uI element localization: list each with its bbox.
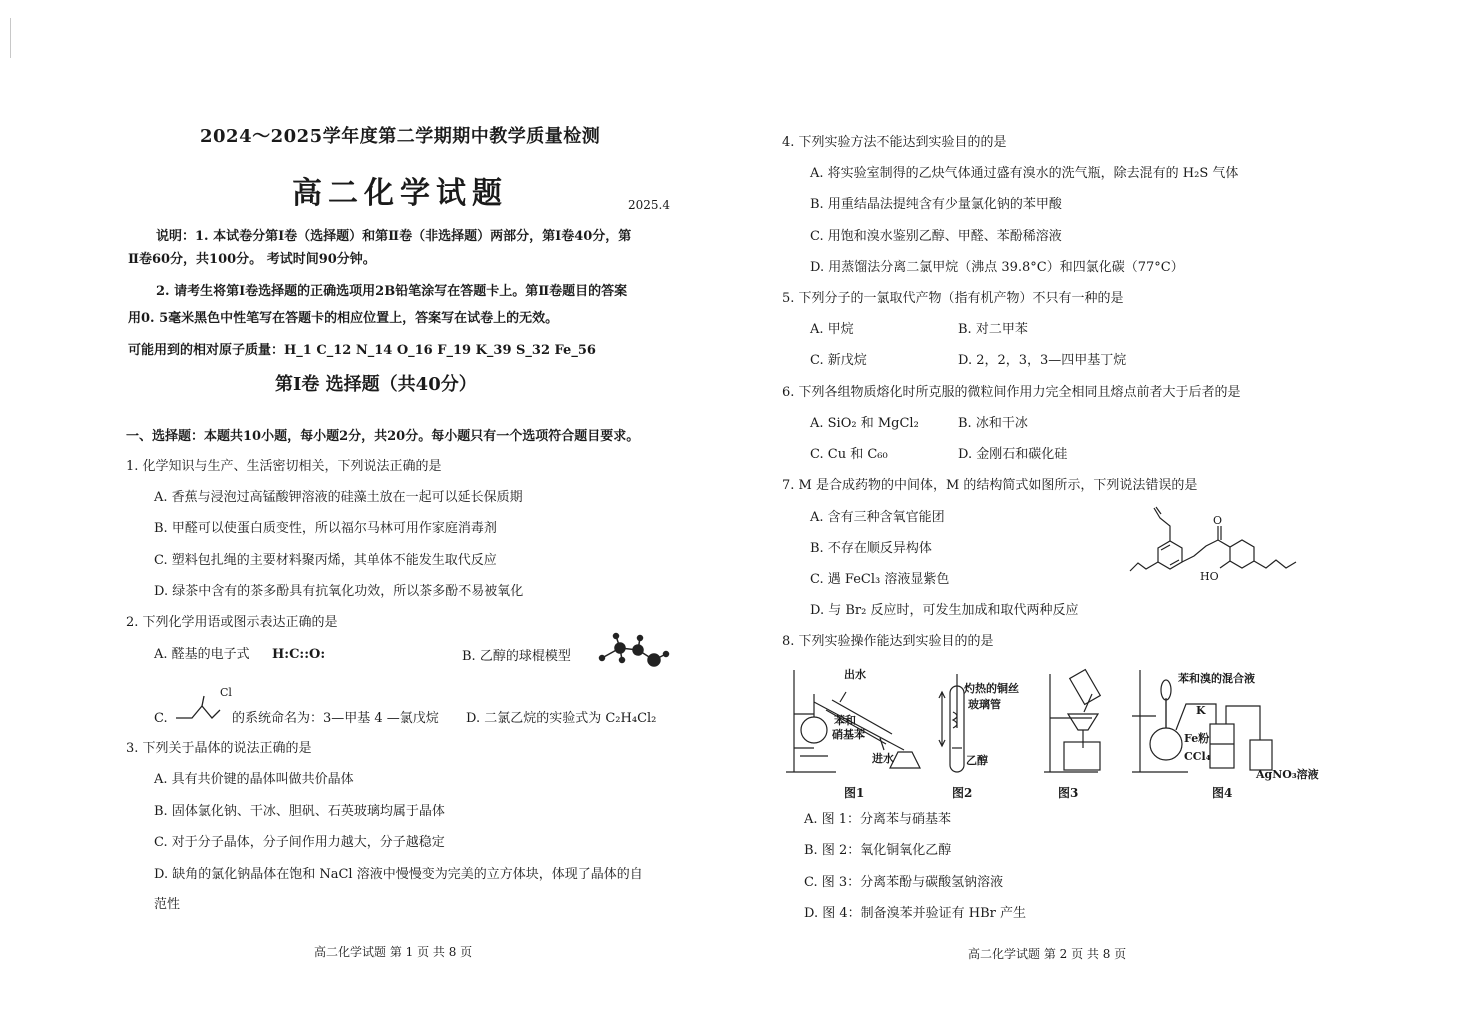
fig4-fe-label: Fe粉	[1184, 732, 1210, 745]
exam-title: 2024～2025学年度第二学期期中教学质量检测	[200, 126, 601, 147]
q7-option-d: D. 与 Br₂ 反应时，可发生加成和取代两种反应	[810, 603, 1079, 618]
fig2-ethanol-label: 乙醇	[966, 754, 988, 767]
q5-stem: 5. 下列分子的一氯取代产物（指有机产物）不只有一种的是	[782, 291, 1124, 306]
q2-option-a: A. 醛基的电子式	[154, 647, 250, 662]
q5-option-b: B. 对二甲苯	[958, 322, 1028, 337]
fig1-mix-label-1: 苯和	[834, 714, 856, 727]
q2-stem: 2. 下列化学用语或图示表达正确的是	[126, 615, 338, 630]
q1-option-d: D. 绿茶中含有的茶多酚具有抗氧化功效，所以茶多酚不易被氧化	[154, 584, 524, 599]
q3-option-b: B. 固体氯化钠、干冰、胆矾、石英玻璃均属于晶体	[154, 804, 445, 819]
note-1-line-2: Ⅱ卷60分，共100分。 考试时间90分钟。	[128, 252, 376, 267]
q4-option-a: A. 将实验室制得的乙炔气体通过盛有溴水的洗气瓶，除去混有的 H₂S 气体	[810, 166, 1239, 181]
q6-option-a: A. SiO₂ 和 MgCl₂	[810, 416, 919, 431]
q7-hydroxyl-ho: HO	[1200, 570, 1219, 583]
fig1-in-water: 进水	[872, 752, 894, 765]
paper-title: 高二化学试题	[292, 176, 508, 211]
q5-option-d: D. 2，2，3，3—四甲基丁烷	[958, 353, 1127, 368]
q5-option-c: C. 新戊烷	[810, 353, 867, 368]
q4-option-c: C. 用饱和溴水鉴别乙醇、甲醛、苯酚稀溶液	[810, 229, 1062, 244]
q7-carbonyl-o: O	[1213, 514, 1223, 527]
note-2-line-2: 用0. 5毫米黑色中性笔写在答题卡的相应位置上，答案写在试卷上的无效。	[128, 311, 559, 326]
q5-option-a: A. 甲烷	[810, 322, 854, 337]
q2-cl-label: Cl	[220, 686, 232, 699]
part1-instructions: 一、选择题：本题共10小题，每小题2分，共20分。每小题只有一个选项符合题目要求。	[126, 429, 640, 444]
fig1-out-water: 出水	[844, 668, 866, 681]
chloropentane-skeletal-structure	[174, 688, 224, 724]
q1-option-a: A. 香蕉与浸泡过高锰酸钾溶液的硅藻土放在一起可以延长保质期	[154, 490, 523, 505]
scan-edge-mark	[10, 18, 11, 58]
fig2-copper-wire-label: 灼热的铜丝	[964, 682, 1019, 695]
q6-option-d: D. 金刚石和碳化硅	[958, 447, 1068, 462]
q7-option-a: A. 含有三种含氧官能团	[810, 510, 945, 525]
fig2-glass-tube-label: 玻璃管	[968, 698, 1001, 711]
fig4-mixture-label: 苯和溴的混合液	[1178, 672, 1255, 685]
q2-option-c: 的系统命名为：3—甲基 4 —氯戊烷	[232, 711, 439, 726]
q1-option-b: B. 甲醛可以使蛋白质变性，所以福尔马林可用作家庭消毒剂	[154, 521, 497, 536]
note-2-line-1: 2. 请考生将第Ⅰ卷选择题的正确选项用2B铅笔涂写在答题卡上。第Ⅱ卷题目的答案	[156, 284, 628, 299]
q6-option-b: B. 冰和干冰	[958, 416, 1028, 431]
fig4-k-label: K	[1196, 704, 1206, 717]
q3-option-c: C. 对于分子晶体，分子间作用力越大，分子越稳定	[154, 835, 445, 850]
figure-3-separation	[1036, 664, 1116, 776]
q3-stem: 3. 下列关于晶体的说法正确的是	[126, 741, 312, 756]
q3-option-d-line-2: 范性	[154, 897, 181, 912]
q8-stem: 8. 下列实验操作能达到实验目的的是	[782, 634, 994, 649]
ethanol-ball-stick-model	[592, 630, 672, 670]
q2-option-d: D. 二氯乙烷的实验式为 C₂H₄Cl₂	[466, 711, 657, 726]
q8-option-c: C. 图 3：分离苯酚与碳酸氢钠溶液	[804, 875, 1004, 890]
fig4-label: 图4	[1212, 786, 1233, 800]
fig4-agno3-label: AgNO₃溶液	[1256, 768, 1319, 781]
q3-option-d-line-1: D. 缺角的氯化钠晶体在饱和 NaCl 溶液中慢慢变为完美的立方体块，体现了晶体的自	[154, 867, 643, 882]
q3-option-a: A. 具有共价键的晶体叫做共价晶体	[154, 772, 354, 787]
fig4-ccl4-label: CCl₄	[1184, 750, 1211, 763]
page-1-footer: 高二化学试题 第 1 页 共 8 页	[314, 945, 473, 959]
exam-date: 2025.4	[628, 198, 670, 212]
q7-stem: 7. M 是合成药物的中间体，M 的结构简式如图所示，下列说法错误的是	[782, 478, 1198, 493]
fig3-label: 图3	[1058, 786, 1079, 800]
q8-option-a: A. 图 1：分离苯与硝基苯	[804, 812, 952, 827]
q7-option-c: C. 遇 FeCl₃ 溶液显紫色	[810, 572, 950, 587]
atomic-masses: 可能用到的相对原子质量：H_1 C_12 N_14 O_16 F_19 K_39 S_32 Fe_56	[128, 343, 596, 358]
q1-stem: 1. 化学知识与生产、生活密切相关，下列说法正确的是	[126, 459, 442, 474]
q2-option-b: B. 乙醇的球棍模型	[462, 649, 571, 664]
note-1-line-1: 说明：1. 本试卷分第Ⅰ卷（选择题）和第Ⅱ卷（非选择题）两部分，第Ⅰ卷40分，第	[156, 229, 632, 244]
q8-option-b: B. 图 2：氧化铜氧化乙醇	[804, 843, 952, 858]
q6-option-c: C. Cu 和 C₆₀	[810, 447, 888, 462]
q4-stem: 4. 下列实验方法不能达到实验目的的是	[782, 135, 1007, 150]
fig1-mix-label-2: 硝基苯	[832, 728, 865, 741]
q2-electron-formula: H:C::O:	[272, 647, 326, 662]
q2-option-c-prefix: C.	[154, 711, 168, 726]
fig1-label: 图1	[844, 786, 865, 800]
q6-stem: 6. 下列各组物质熔化时所克服的微粒间作用力完全相同且熔点前者大于后者的是	[782, 385, 1241, 400]
section-title: 第Ⅰ卷 选择题（共40分）	[275, 374, 477, 395]
q1-option-c: C. 塑料包扎绳的主要材料聚丙烯，其单体不能发生取代反应	[154, 553, 497, 568]
q4-option-b: B. 用重结晶法提纯含有少量氯化钠的苯甲酸	[810, 197, 1062, 212]
q8-option-d: D. 图 4：制备溴苯并验证有 HBr 产生	[804, 906, 1026, 921]
page-2-footer: 高二化学试题 第 2 页 共 8 页	[968, 947, 1127, 961]
q4-option-d: D. 用蒸馏法分离二氯甲烷（沸点 39.8°C）和四氯化碳（77°C）	[810, 260, 1184, 275]
fig2-label: 图2	[952, 786, 973, 800]
q7-option-b: B. 不存在顺反异构体	[810, 541, 932, 556]
